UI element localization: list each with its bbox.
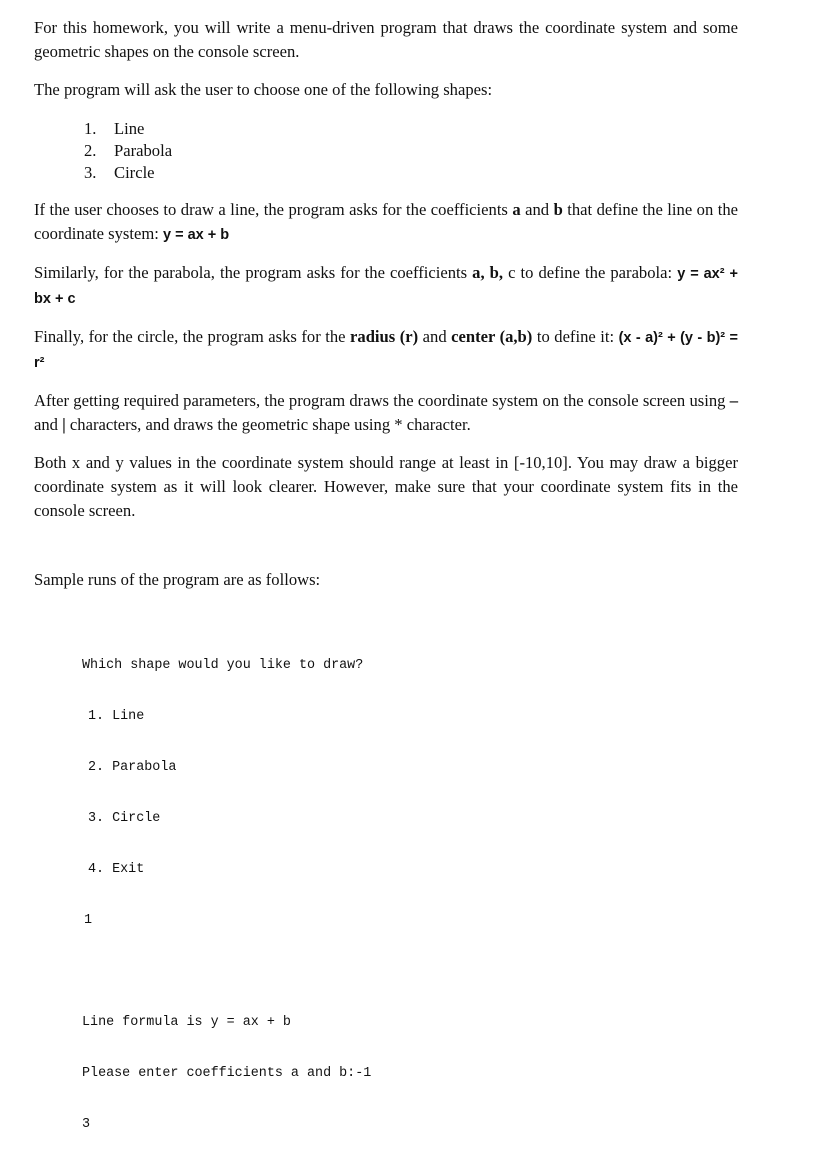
console-user-choice: 1 <box>84 913 93 928</box>
document-page <box>34 16 738 1132</box>
console-user-value: 3 <box>82 1117 91 1132</box>
list-item: 3. Circle <box>84 163 155 182</box>
parabola-formula: y = ax² + bx + c <box>34 266 738 307</box>
shape-list <box>34 118 738 184</box>
circle-formula: (x - a)² + (y - b)² = r² <box>34 330 738 371</box>
range-paragraph: Both x and y values in the coordinate system should range at least in [-10,10]. You may draw a bigger coordinate system as it will look clearer. However, make sure that your coordinate system fits in the console screen. <box>34 453 738 520</box>
console-sample <box>82 623 371 1167</box>
console-prompt: Which shape would you like to draw? <box>82 658 364 673</box>
line-formula: y = ax + b <box>163 227 230 243</box>
intro-paragraph: For this homework, you will write a menu-driven program that draws the coordinate system and some geometric shapes on the console screen. <box>34 18 738 61</box>
parabola-paragraph: Similarly, for the parabola, the program asks for the coefficients a, b, c to define the parabola: y = ax² + bx + c <box>34 263 738 307</box>
shape-choice-paragraph: The program will ask the user to choose one of the following shapes: <box>34 80 493 99</box>
list-item: 1. Line <box>84 119 145 138</box>
console-option: 2. Parabola <box>88 760 177 775</box>
console-option: 4. Exit <box>88 862 145 877</box>
console-option: 3. Circle <box>88 811 161 826</box>
console-option: 1. Line <box>88 709 145 724</box>
line-paragraph: If the user chooses to draw a line, the program asks for the coefficients a and b that define the line on the coordinate system: y = ax + b <box>34 200 738 243</box>
list-item: 2. Parabola <box>84 141 173 160</box>
params-paragraph: After getting required parameters, the program draws the coordinate system on the console screen using – and | characters, and draws the geometric shape using * character. <box>34 391 738 434</box>
sample-heading: Sample runs of the program are as follows: <box>34 570 321 589</box>
console-coef-prompt: Please enter coefficients a and b:-1 <box>82 1066 372 1081</box>
circle-paragraph: Finally, for the circle, the program asks for the radius (r) and center (a,b) to define it: (x - a)² + (y - b)² = r² <box>34 327 738 371</box>
console-formula-line: Line formula is y = ax + b <box>82 1015 291 1030</box>
